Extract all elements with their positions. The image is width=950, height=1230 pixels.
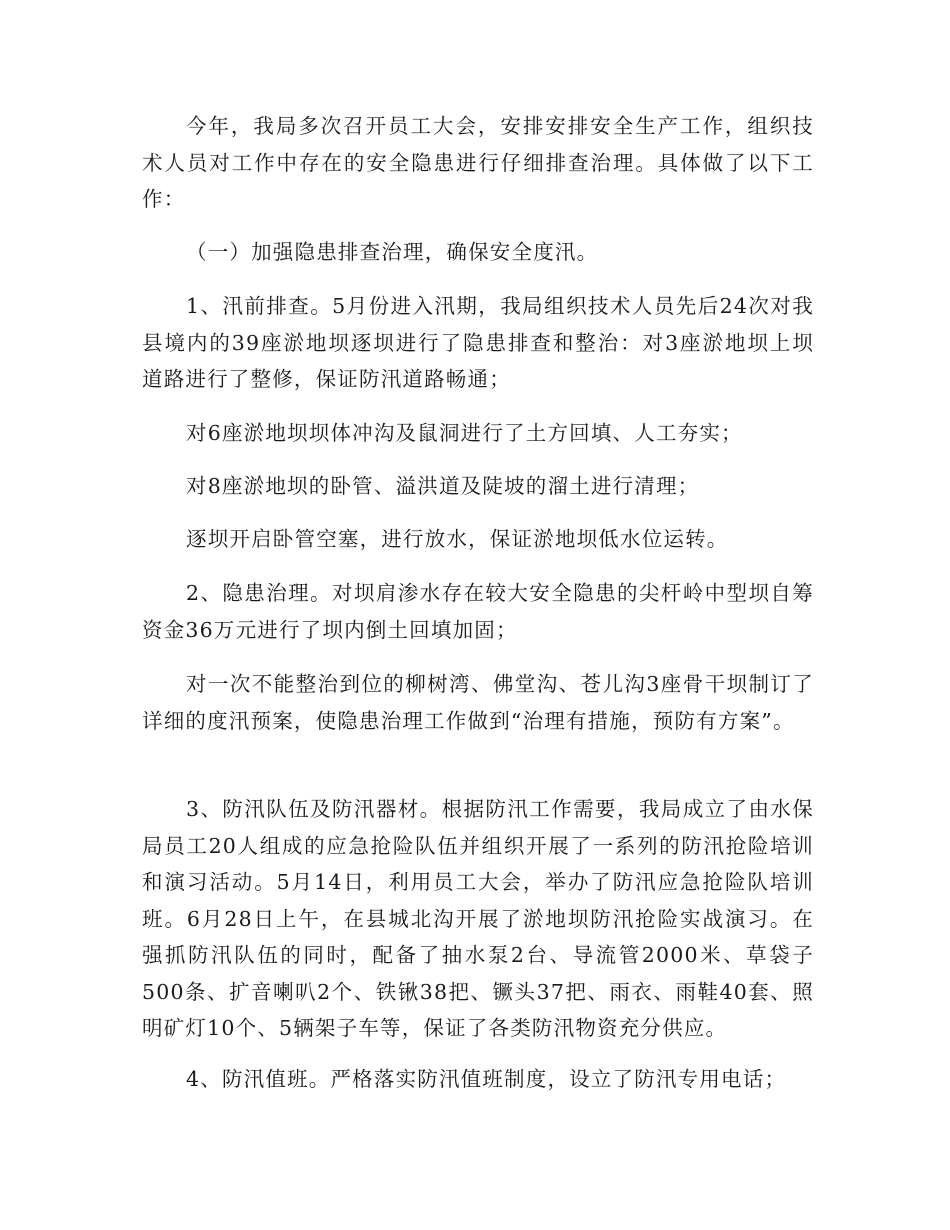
paragraph-item-1: 1、汛前排查。5月份进入汛期，我局组织技术人员先后24次对我县境内的39座淤地坝逐坝进行了隐患排查和整治：对3座淤地坝上坝道路进行了整修，保证防汛道路畅通；	[142, 294, 814, 391]
paragraph-item-4: 4、防汛值班。严格落实防汛值班制度，设立了防汛专用电话；	[186, 1067, 787, 1091]
paragraph-item-1-detail-a: 对6座淤地坝坝体冲沟及鼠洞进行了土方回填、人工夯实；	[186, 421, 743, 445]
paragraph-intro: 今年，我局多次召开员工大会，安排安排安全生产工作，组织技术人员对工作中存在的安全隐患进行仔细排查治理。具体做了以下工作：	[142, 114, 814, 211]
paragraph-item-2: 2、隐患治理。对坝肩渗水存在较大安全隐患的尖杆岭中型坝自筹资金36万元进行了坝内倒土回填加固；	[142, 581, 814, 642]
paragraph-item-1-detail-b: 对8座淤地坝的卧管、溢洪道及陡坡的溜土进行清理；	[186, 474, 700, 498]
section-heading-1: （一）加强隐患排查治理，确保安全度汛。	[186, 240, 599, 264]
paragraph-item-3: 3、防汛队伍及防汛器材。根据防汛工作需要，我局成立了由水保局员工20人组成的应急抢险队伍并组织开展了一系列的防汛抢险培训和演习活动。5月14日，利用员工大会，举办了防汛应急抢险队培训班。6月28日上午，在县城北沟开展了淤地坝防汛抢险实战演习。在强抓防汛队伍的同时，配备了抽水泵2台、导流管2000米、草袋子500条、扩音喇叭2个、铁锹38把、镢头37把、雨衣、雨鞋40套、照明矿灯10个、5辆架子车等，保证了各类防汛物资充分供应。	[142, 797, 814, 1040]
paragraph-item-2-detail: 对一次不能整治到位的柳树湾、佛堂沟、苍儿沟3座骨干坝制订了详细的度汛预案，使隐患治理工作做到“治理有措施，预防有方案”。	[142, 672, 814, 733]
paragraph-item-1-detail-c: 逐坝开启卧管空塞，进行放水，保证淤地坝低水位运转。	[186, 527, 729, 551]
